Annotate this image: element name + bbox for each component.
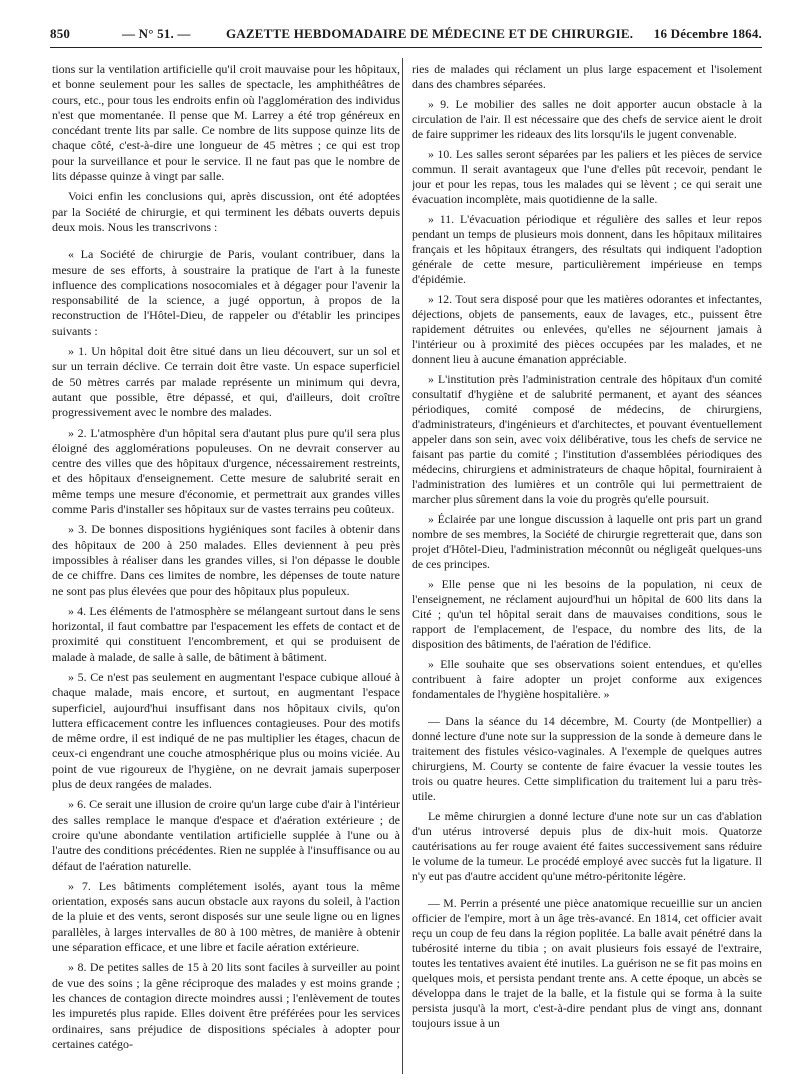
paragraph: » Elle souhaite que ses observations soient entendues, et qu'elles contribuent à faire adopter un projet conforme aux exigences fondamentales de l'hygiène hospitalière. »: [412, 658, 762, 701]
paragraph: Le même chirurgien a donné lecture d'une note sur un cas d'ablation d'un utérus introversé depuis plus de dix-huit mois. Quatorze cautérisations au fer rouge avaient été faites successivement sans réduire le volume de la tumeur. Le procédé employé avec succès fut la ligature. Il n'y eut pas d'autre accident qu'une métro-péritonite légère.: [412, 810, 762, 883]
paragraph: » 8. De petites salles de 15 à 20 lits sont faciles à surveiller au point de vue des soins ; la gêne réciproque des malades y est moins grande ; les chances de contagion directe moindres aussi ; l'enlèvement de toutes les impuretés plus rapide. Elles doivent être préférées pour les services ordinaires, sans préjudice de dispositions spéciales à adopter pour certaines catégo-: [52, 960, 400, 1051]
issue-number: — N° 51. —: [122, 26, 191, 41]
paragraph: tions sur la ventilation artificielle qu'il croit mauvaise pour les hôpitaux, et bonne seulement pour les salles de spectacle, les amphithéâtres de cours, etc., pour tous les endroits enfin où l'agglomération des individus n'est que momentanée. Il pense que M. Larrey a été trop généreux en concédant trente lits par salle. Ce nombre de lits suppose quinze lits de chaque côté, c'est-à-dire une longueur de 45 mètres ; ce qui est trop pour la surveillance et pour le service. Il ne faut pas que le nombre de lits dépasse quinze à vingt par salle.: [52, 62, 400, 184]
paragraph: » 5. Ce n'est pas seulement en augmentant l'espace cubique alloué à chaque malade, mais encore, et surtout, en augmentant l'espace superficiel, aujourd'hui insuffisant dans nos hôpitaux civils, qu'on luttera efficacement contre les influences contagieuses. Pour des motifs de même ordre, il est indiqué de ne pas multiplier les étages, chacun de ceux-ci engendrant une couche atmosphérique plus ou moins viciée. Au point de vue rigoureux de l'hygiène, on ne devrait jamais superposer plus de deux rangées de malades.: [52, 669, 400, 792]
issue-date: 16 Décembre 1864.: [653, 26, 762, 41]
paragraph: » 10. Les salles seront séparées par les paliers et les pièces de service commun. Il serait avantageux que l'une d'elles pût recevoir, pendant le jour et pour les repas, tous les malades qui se lèvent ; ce qui serait une évacuation incomplète, mais quotidienne de la salle.: [412, 148, 762, 206]
paragraph: » Éclairée par une longue discussion à laquelle ont pris part un grand nombre de ses membres, la Société de chirurgie regretterait que, dans son projet d'Hôtel-Dieu, l'administration méconnût ou négligeât quelques-uns de ces principes.: [412, 513, 762, 571]
paragraph: » 1. Un hôpital doit être situé dans un lieu découvert, sur un sol et sur un terrain déclive. Ce terrain doit être vaste. Un espace superficiel de 50 mètres carrés par malade représente un minimum qui devra, autant que possible, être dépassé, et qui, d'ailleurs, doit croître progressivement avec le nombre des malades.: [52, 344, 400, 420]
paragraph: — Dans la séance du 14 décembre, M. Courty (de Montpellier) a donné lecture d'une note sur la suppression de la sonde à demeure dans le traitement des fistules vésico-vaginales. A l'exemple de quelques autres chirurgiens, M. Courty se contente de faire évacuer la vessie toutes les trois ou quatre heures. Cette simplification du traitement lui a paru très-utile.: [412, 715, 762, 803]
paragraph: » 6. Ce serait une illusion de croire qu'un large cube d'air à l'intérieur des salles remplace le manque d'espace et d'aération extérieure ; de croire qu'une abondante ventilation artificielle supplée à l'une ou à l'autre des conditions précédentes. Rien ne supplée à l'insuffisance ou au défaut de l'aération naturelle.: [52, 797, 400, 873]
paragraph: » Elle pense que ni les besoins de la population, ni ceux de l'enseignement, ne réclament aujourd'hui un hôpital de 600 lits dans la Cité ; qu'un tel hôpital serait dans de mauvaises conditions, sous le rapport de l'emplacement, de l'espace, du nombre des lits, de la disposition des bâtiments, de l'aération de l'édifice.: [412, 578, 762, 651]
paragraph: — M. Perrin a présenté une pièce anatomique recueillie sur un ancien officier de l'empire, mort à un âge très-avancé. En 1814, cet officier avait reçu un coup de feu dans la région poplitée. La balle avait pénétré dans la tubérosité interne du tibia ; on avait plusieurs fois essayé de l'extraire, toutes les tentatives avaient été inutiles. La guérison ne se fit pas moins en quelques mois, et persista pendant trente ans. A cette époque, un abcès se développa dans le trajet de la balle, et la fistule qui se forma à la suite persista jusqu'à la mort, c'est-à-dire pendant plus de vingt ans, donnant toujours issue à un: [412, 897, 762, 1030]
page-header: [50, 26, 762, 46]
paragraph: ries de malades qui réclament un plus large espacement et l'isolement dans des chambres séparées.: [412, 63, 762, 91]
right-column: [412, 62, 762, 1072]
paragraph: » 3. De bonnes dispositions hygiéniques sont faciles à obtenir dans des hôpitaux de 200 à 250 malades. Elles deviennent à peu près impossibles à réaliser dans les grandes villes, si l'on dépasse le double de ce chiffre. Dans ces limites de nombre, les dépenses de toute nature ne sont pas plus élevées que pour des hôpitaux plus populeux.: [52, 522, 400, 598]
paragraph: » 12. Tout sera disposé pour que les matières odorantes et infectantes, déjections, objets de pansements, eaux de lavages, etc., puissent être rapidement détruites ou enlevées, qu'elles ne séjournent jamais à l'intérieur ou à proximité des pièces occupées par les malades, et ne donnent lieu à aucune émanation appréciable.: [412, 293, 762, 366]
header-rule: [50, 47, 762, 48]
paragraph: » 7. Les bâtiments complétement isolés, ayant tous la même orientation, exposés sans aucun obstacle aux rayons du soleil, à l'action de la pluie et des vents, seront disposés sur une seule ligne ou en lignes parallèles, à larges intervalles de 80 à 100 mètres, de manière à obtenir une séparation efficace, et une libre et facile aération extérieure.: [52, 878, 400, 955]
left-column: [52, 62, 400, 1072]
journal-title: GAZETTE HEBDOMADAIRE DE MÉDECINE ET DE CHIRURGIE.: [226, 26, 634, 41]
column-divider: [402, 58, 403, 1074]
paragraph: » 9. Le mobilier des salles ne doit apporter aucun obstacle à la circulation de l'air. Il est nécessaire que des chefs de service aient le droit de faire supprimer les rideaux des lits lorsqu'ils le jugent convenable.: [412, 98, 762, 141]
page-number: 850: [50, 26, 71, 41]
paragraph: » 4. Les éléments de l'atmosphère se mélangeant surtout dans le sens horizontal, il faut combattre par l'espacement les effets de contact et de proximité qui constituent l'encombrement, et qui se produisent de malade à malade, de salle à salle, de bâtiment à bâtiment.: [52, 603, 400, 664]
paragraph: » 2. L'atmosphère d'un hôpital sera d'autant plus pure qu'il sera plus éloigné des agglomérations populeuses. On ne devrait conserver au centre des villes que des hôpitaux d'urgence, nécessairement restreints, et des hôpitaux d'enseignement. Cette mesure de salubrité serait en même temps une mesure d'économie, et permettrait aux grandes villes comme Paris d'installer ses hôpitaux sur de vastes terrains peu coûteux.: [52, 425, 400, 517]
paragraph: » L'institution près l'administration centrale des hôpitaux d'un comité consultatif d'hygiène et de salubrité permanent, et ayant des séances périodiques, comité composé de médecins, de chirurgiens, d'administrateurs, d'ingénieurs et d'architectes, et pouvant éventuellement appeler dans son sein, avec voix délibérative, tous les chefs de service ne faisant pas partie du comité ; l'institution d'assemblées périodiques des médecins, chirurgiens et administrateurs de chaque hôpital, fourniraient à l'administration des lumières et un contrôle qui lui permettraient de marcher plus sûrement dans la voie du progrès qu'elle poursuit.: [412, 373, 762, 506]
paragraph: « La Société de chirurgie de Paris, voulant contribuer, dans la mesure de ses efforts, à soustraire la pratique de l'art à la funeste influence des complications nosocomiales et à dégager pour l'avenir la responsabilité de la science, a jugé opportun, à propos de la reconstruction de l'Hôtel-Dieu, de rappeler ou d'établir les principes suivants :: [52, 247, 400, 338]
paragraph: Voici enfin les conclusions qui, après discussion, ont été adoptées par la Société de chirurgie, et qui terminent les débats ouverts depuis deux mois. Nous les transcrivons :: [52, 189, 400, 234]
paragraph: » 11. L'évacuation périodique et régulière des salles et leur repos pendant un temps de plusieurs mois donnent, dans les hôpitaux militaires français et les hôpitaux étrangers, des résultats qui indiquent l'adoption générale de cette mesure, particulièrement impérieuse en temps d'épidémie.: [412, 213, 762, 286]
